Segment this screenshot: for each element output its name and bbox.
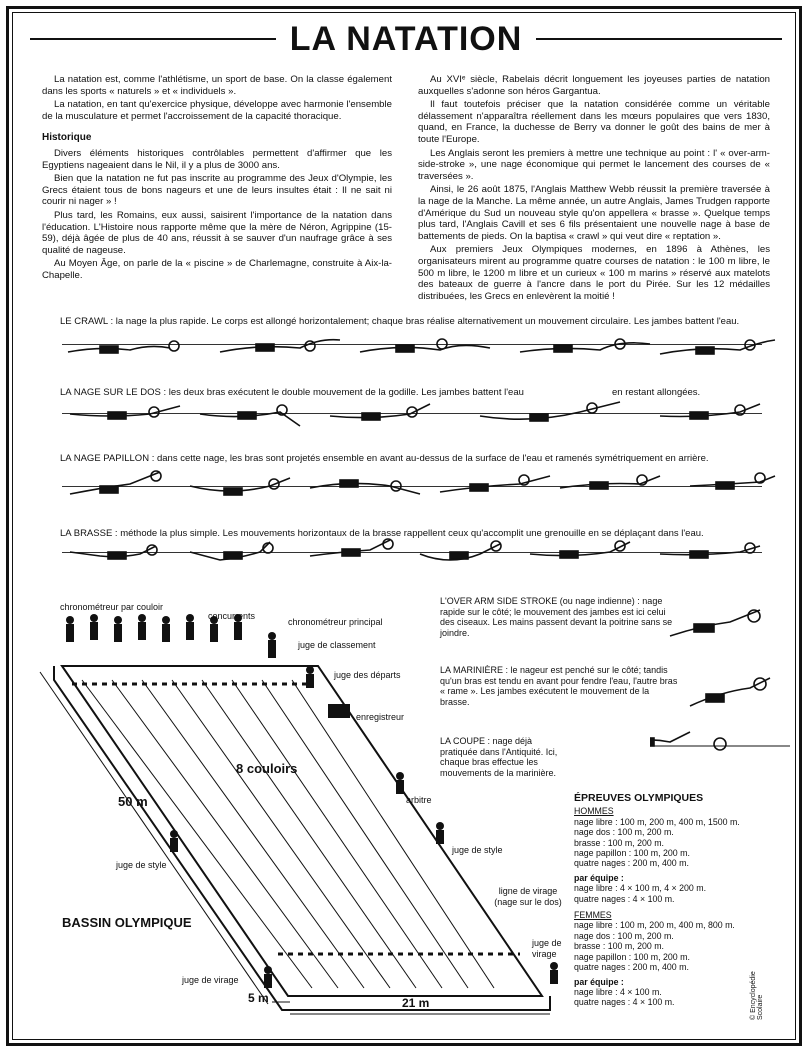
women-breaststroke: brasse : 100 m, 200 m. <box>574 941 664 952</box>
butterfly-swimmers-illustration <box>60 466 780 506</box>
right-p2: Il faut toutefois préciser que la natation considérée comme un véritable délassement n'apparaîtra réellement dans les mœurs populaires que vers 1830, quand, en France, la duchesse de Berry va donner le goût des bains de mer à toute l'Europe. <box>418 99 770 145</box>
width-5m-label: 5 m <box>248 991 269 1005</box>
pool-length-label: 50 m <box>118 794 148 809</box>
concurrents-label: concurrents <box>208 611 256 621</box>
chrono-principal-label: chronométreur principal <box>288 617 383 627</box>
olympic-events <box>574 793 774 1008</box>
turn-flags <box>72 684 520 954</box>
intro-p6: Au Moyen Âge, on parle de la « piscine » de Charlemagne, construite à Aix-la-Chapelle. <box>42 258 392 281</box>
men-freestyle: nage libre : 100 m, 200 m, 400 m, 1500 m. <box>574 816 740 827</box>
pool-outline <box>62 666 542 996</box>
arbitre-label: arbitre <box>406 795 432 805</box>
right-p5: Aux premiers Jeux Olympiques modernes, en 1896 à Athènes, les organisateurs mirent au programme quatre courses de natation : le 100 m libre, le 500 m libre, le 1200 m libre et un curieux « 100 m marins » réservé aux matelots des bateaux de guerre à l'ancre dans le port du Pirée. Sur les 12 médailles distribuées, les Grecs en enlevèrent la moitié ! <box>418 244 770 302</box>
intro-p3: Divers éléments historiques contrôlables permettent d'affirmer que les Egyptiens nageaient dans le Nil, il y a plus de 3000 ans. <box>42 147 392 171</box>
butterfly-label: LA NAGE PAPILLON : dans cette nage, les bras sont projetés ensemble en avant au-dessus de la surface de l'eau et ramenés symétriquement en arrière. <box>60 453 709 464</box>
overarm-text: L'OVER ARM SIDE STROKE (ou nage indienne) : nage rapide sur le côté; le mouvement des jambes est ici celui des ciseaux. Les mains passent devant la poitrine sans se joindre. <box>440 596 673 638</box>
intro-column <box>42 74 392 284</box>
right-p3: Les Anglais seront les premiers à mettre une technique au point : l' « over-arm-side-stroke », une nage économique qui permet le lancement des courses de « traversées ». <box>418 147 770 182</box>
title-box <box>30 18 782 60</box>
side-strokes-illustration <box>650 596 790 756</box>
crawl-swimmers-illustration <box>60 330 780 370</box>
breaststroke-swimmers-illustration <box>60 536 780 580</box>
backstroke-swimmers-illustration <box>60 398 780 438</box>
women-medley: quatre nages : 200 m, 400 m. <box>574 962 689 973</box>
swimmer-figure <box>70 539 760 560</box>
swimmer-figure <box>68 339 775 354</box>
backstroke-label-end: en restant allongées. <box>612 387 701 398</box>
swimmer-figure <box>70 471 775 495</box>
breaststroke-label: LA BRASSE : méthode la plus simple. Les mouvements horizontaux de la brasse rappellent ceux qu'accomplit une grenouille en se déplaçant dans l'eau. <box>60 528 704 539</box>
men-heading: HOMMES <box>574 806 614 817</box>
juge-classement-label: juge de classement <box>298 640 376 650</box>
women-team-heading: par équipe : <box>574 976 624 987</box>
women-team-freestyle: nage libre : 4 × 100 m. <box>574 986 662 997</box>
bassin-olympique-label: BASSIN OLYMPIQUE <box>62 915 192 930</box>
intro-p4: Bien que la natation ne fut pas inscrite au programme des Jeux d'Olympie, les Grecs étaient tous de bons nageurs et une de leurs insultes était : Il ne sait ni courir ni nager » ! <box>42 173 392 208</box>
women-butterfly: nage papillon : 100 m, 200 m. <box>574 951 690 962</box>
swimmer-figure <box>650 732 726 750</box>
copyright-credit: © Encyclopédie Scolaire <box>750 971 764 1020</box>
men-team-freestyle: nage libre : 4 × 100 m, 4 × 200 m. <box>574 883 707 894</box>
swimmer-figure <box>670 610 770 706</box>
mariniere-text: LA MARINIÈRE : le nageur est penché sur le côté; tandis qu'un bras est tendu en avant pour fendre l'eau, l'autre bras « rame ». Les jambes exécutent le mouvement de la brasse. <box>440 665 678 707</box>
men-team-heading: par équipe : <box>574 872 624 883</box>
juge-virage-right-label: juge de virage <box>532 938 562 959</box>
chrono-couloir-label: chronométreur par couloir <box>60 602 164 612</box>
crawl-label: LE CRAWL : la nage la plus rapide. Le corps est allongé horizontalement; chaque bras réalise alternativement un mouvement circulaire. Les jambes battent l'eau. <box>60 316 740 327</box>
enregistreur-label: enregistreur <box>356 712 405 722</box>
pool-edge <box>54 666 550 1010</box>
women-backstroke: nage dos : 100 m, 200 m. <box>574 930 674 941</box>
juge-departs-label: juge des départs <box>334 670 401 680</box>
juge-style-right-label: juge de style <box>452 845 503 855</box>
length-dimension-line <box>40 672 268 1004</box>
women-team-medley: quatre nages : 4 × 100 m. <box>574 997 675 1008</box>
right-p4: Ainsi, le 26 août 1875, l'Anglais Matthew Webb réussit la première traversée à la nage de la Manche. La même année, un autre Anglais, James Trudgen rapporte d'Amérique du Sud un nouveau style qu'on appellera « brasse ». Quelque temps plus tard, l'Anglais Cavill et ses 6 fils présentaient une nouvelle nage à base de battements de pieds. On la baptisa « crawl » qui veut dire « reptation ». <box>418 184 770 242</box>
ligne-virage-label: ligne de virage (nage sur le dos) <box>494 886 562 907</box>
couloirs-label: 8 couloirs <box>236 761 298 776</box>
page-title-text: LA NATATION <box>276 20 537 58</box>
intro-p1: La natation est, comme l'athlétisme, un sport de base. On la classe également dans les sports « naturels » et « individuels ». <box>42 74 392 97</box>
women-freestyle: nage libre : 100 m, 200 m, 400 m, 800 m. <box>574 920 735 931</box>
events-title: ÉPREUVES OLYMPIQUES <box>574 792 704 804</box>
backstroke-label: LA NAGE SUR LE DOS : les deux bras exécutent le double mouvement de la godille. Les jambes battent l'eau <box>60 387 524 398</box>
men-medley: quatre nages : 200 m, 400 m. <box>574 858 689 869</box>
coupe-text: LA COUPE : nage déjà pratiquée dans l'Antiquité. Ici, chaque bras effectue les mouvements de la marinière. <box>440 736 558 778</box>
swimmer-figure <box>70 402 760 426</box>
men-butterfly: nage papillon : 100 m, 200 m. <box>574 848 690 859</box>
men-backstroke: nage dos : 100 m, 200 m. <box>574 827 674 838</box>
history-heading: Historique <box>42 132 92 144</box>
juge-virage-left-label: juge de virage <box>182 975 239 985</box>
page-title <box>30 20 782 59</box>
juge-style-left-label: juge de style <box>116 860 167 870</box>
men-breaststroke: brasse : 100 m, 200 m. <box>574 837 664 848</box>
history-column <box>418 74 770 304</box>
women-heading: FEMMES <box>574 910 612 921</box>
intro-p5: Plus tard, les Romains, eux aussi, saisirent l'importance de la natation dans l'éducation. L'Histoire nous rapporte même que la mère de Néron, Agrippine (15-59), déjà âgée de plus de 40 ans, réussit à se sauver d'un naufrage grâce à ses qualité de nageuse. <box>42 209 392 256</box>
men-team-medley: quatre nages : 4 × 100 m. <box>574 893 675 904</box>
intro-p2: La natation, en tant qu'exercice physique, développe avec harmonie l'ensemble de la musculature et permet l'accroissement de la capacité thoracique. <box>42 99 392 122</box>
olympic-pool-diagram <box>20 600 580 1020</box>
width-21m-label: 21 m <box>402 996 430 1010</box>
right-p1: Au XVIᵉ siècle, Rabelais décrit longuement les joyeuses parties de natation auxquelles s'adonne son héros Gargantua. <box>418 74 770 97</box>
